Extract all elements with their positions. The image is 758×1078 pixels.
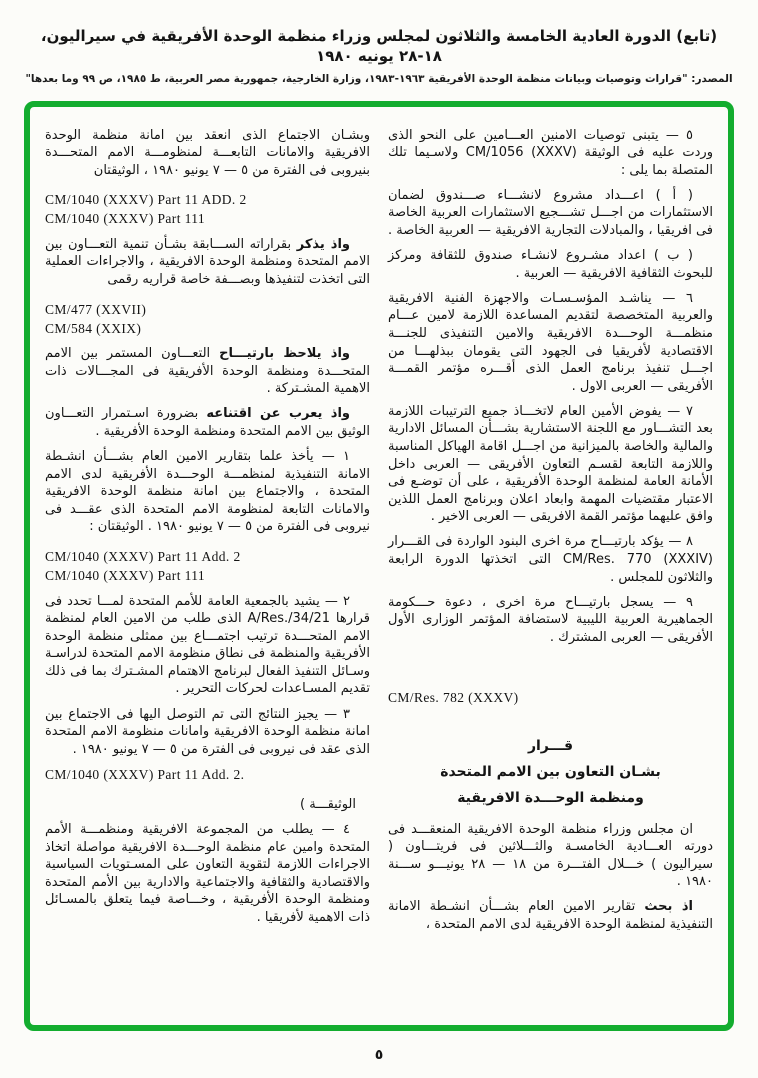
- para-body: التعـــاون المستمر بين الامم المتحـــدة ومنظمة الوحدة الأفريقية فى المجـــالات ذات الاهمية المشـتركة .: [45, 346, 370, 397]
- document-reference: CM/1040 (XXXV) Part 11 Add. 2.: [45, 766, 245, 782]
- para-lead: اذ بحث: [644, 899, 693, 915]
- resolution-reference: CM/Res. 782 (XXXV): [388, 689, 519, 705]
- content-frame: [24, 101, 734, 1031]
- resolution-heading: [388, 733, 713, 811]
- resolution-heading-line-1: قـــرار: [527, 737, 574, 754]
- para-item-a: ( أ ) اعـــداد مشروع لانشـــاء صـــندوق لضمان الاستثمارات من اجـــل تشـــجيع الاستثمارات العربية الخاصة فى افريقيا ، والمبادلات التجارية الافريقية — العربية الخاصة .: [387, 187, 713, 238]
- para-convinced: [45, 405, 370, 440]
- column-right: [388, 119, 713, 1017]
- para-recalling: [45, 236, 370, 289]
- para-item-9: ٩ — يسجل بارتيـــاح مرة اخرى ، دعوة حـــكومة الجماهيرية العربية الليبية لاستضافة المؤتمر الوزارى الأول الأفريقى — العربى المشترك .: [388, 594, 713, 645]
- document-note-fragment: ( الوثيقـــة: [299, 796, 356, 812]
- para-item-5: ٥ — يتبنى توصيات الامنين العـــامين على النحو الذى وردت عليه فى الوثيقة CM/1056 (XXXV) ولاسـيما تلك المتصلة بما يلى :: [388, 127, 713, 178]
- page-footer: [18, 1044, 740, 1063]
- para-noting: [45, 345, 370, 398]
- header-source-line: المصدر: "قرارات وتوصيات وبيانات منظمة الوحدة الأفريقية ١٩٦٣-١٩٨٣، وزارة الخارجية، جمهورية مصر العربية، ط ١٩٨٥، ص ٩٩ وما بعدها": [25, 73, 733, 85]
- header-title: (تابع) الدورة العادية الخامسة والثلاثون لمجلس وزراء منظمة الوحدة الأفريقية في سيراليون، ١٨-٢٨ يونيه ١٩٨٠: [40, 27, 718, 65]
- document-reference: CM/477 (XXVII): [45, 301, 147, 317]
- resolution-heading-line-3: ومنظمة الوحـــدة الافريقية: [457, 789, 644, 806]
- page-header: [18, 26, 740, 86]
- para-item-8: ٨ — يؤكد بارتيـــاح مرة اخرى البنود الواردة فى القـــرار CM/Res. 770 (XXXIV) التى اتخذتها الدورة الرابعة والثلاثون للمجلس .: [388, 534, 713, 585]
- document-reference: CM/1040 (XXXV) Part 111: [45, 568, 206, 583]
- resolution-heading-line-2: بشـان التعاون بين الامم المتحدة: [440, 763, 661, 780]
- document-reference: CM/1040 (XXXV) Part 11 Add. 2: [45, 549, 241, 564]
- column-left: [45, 119, 370, 1017]
- para-lead: واذ يذكر: [296, 236, 350, 252]
- para-continuation: وبشـان الاجتماع الذى انعقد بين امانة منظمة الوحدة الافريقية والامانات التابعـــة لمنظومـــة الامم المتحـــدة بنيروبى فى الفترة من ٥ — ٧ يونيو ١٩٨٠ ، الوثيقتان: [45, 127, 370, 178]
- para-item-7: ٧ — يفوض الأمين العام لاتخـــاذ جميع الترتيبات اللازمة بعد التشـــاور مع اللجنة الاستشارية بشـــأن المسائل الادارية والمالية والخاصة بالميزانية من اجـــل اقامة الهياكل المناسبة واللازمة التابعة لقسـم التعاون الأفريقى — العربى داخل الأمانة العامة لمنظمة الوحدة الأفريقية ، على أن توضـع فى الاعتبار مقتضيات المهمة وابعاد اعلان وبرنامج العمل اللذين وافق عليهما مؤتمر القمة الافريقى — العربى الاخير .: [388, 403, 713, 525]
- para-body: بضرورة اسـتمرار التعـــاون الوثيق بين الامم المتحدة ومنظمة الوحدة الأفريقية .: [45, 406, 370, 439]
- para-item-2: ٢ — يشيد بالجمعية العامة للأمم المتحدة لمـــا تحدد فى قرارها A/Res./34/21 الذى طلب من الامين العام لمنظمة الامم المتحـــدة ترتيب اجتمـــاع بين ممثلى منظمة الوحدة الأفريقية والمنظمة فى نطاق منظومة الامم المتحدة لدراسـة وسـائل التنفيذ الفعال لبرنامج الاهتمام المشـترك بما فى ذلك تقديم المسـاعدات لحركات التحرير .: [45, 593, 370, 697]
- para-item-6: ٦ — يناشـد المؤسـسـات والاجهزة الفنية الافريقية والعربية المتخصصة لتقديم المساعدة اللازمة لامين عـــام منظمـــة الوحـــدة الافريقية والامين التنفيذى للجنـــة الاقتصادية لأفريقيا فى الجهود التى يقومان ببذلهـــا من اجـــل تنفيذ برنامج العمل الذى أقـــره مؤتمر القمـــة الأفريقى — العربى الاول .: [388, 290, 713, 394]
- para-body: تقارير الامين العام بشـــأن انشـطة الامانة التنفيذية لمنظمة الوحدة الافريقية لدى الامم المتحدة ،: [388, 899, 713, 932]
- para-lead: واذ يعرب عن اقتناعه: [206, 406, 350, 422]
- page-number: ٥: [374, 1047, 384, 1063]
- document-reference: CM/584 (XXIX): [45, 320, 142, 336]
- para-lead: واذ يلاحظ بارتيـــاح: [219, 346, 350, 362]
- para-having-examined: [388, 898, 713, 933]
- para-item-b: ( ب ) اعداد مشـروع لانشـاء صندوق للثقافة ومركز للبحوث الثقافية الافريقية — العربية .: [388, 248, 713, 281]
- document-reference: CM/1040 (XXXV) Part 111: [45, 211, 206, 227]
- para-preamble-council: ان مجلس وزراء منظمة الوحدة الافريقية المنعقـــد فى دورته العـــادية الخامسـة والثـــلاثين فى فريتـــاون ( سيراليون ) خـــلال الفتـــرة من ١٨ — ٢٨ يونيـــو ســـنة ١٩٨٠ .: [388, 821, 713, 890]
- para-body: بقراراته الســـابقة بشـأن تنمية التعـــاون بين الامم المتحدة ومنظمة الوحدة الافريقية ، والاجراءات العملية التى اتخذت لتنفيذها وبصـــفة خاصة قراريه رقمى: [45, 236, 370, 287]
- para-item-1: ١ — يأخذ علما بتقارير الامين العام بشـــأن انشـطة الامانة التنفيذية لمنظمـــة الوحـــدة الأفريقية لدى الامم المتحدة ، والاجتماع بين امانة منظمة الوحدة الافريقية والامانات التابعة لمنظومة الامم المتحدة الذى عقـــد فى نيروبى فى الفترة من ٥ — ٧ يونيو ١٩٨٠ . الوثيقتان :: [45, 449, 370, 535]
- document-reference: CM/1040 (XXXV) Part 11 ADD. 2: [45, 192, 247, 208]
- para-item-4: ٤ — يطلب من المجموعة الافريقية ومنظمـــة الأمم المتحدة وامين عام منظمة الوحـــدة الافريقية مواصلة اتخاذ الاجراءات اللازمة لتقوية التعاون على المسـتويات السياسية والاقتصادية والثقافية والاجتماعية والادارية بين الأمم المتحدة ومنظمة الوحدة الأفريقية ، وخـــاصة فيما يتعلق بالمسـائل ذات الاهمية لأفريقيا .: [45, 821, 370, 925]
- para-item-3: ٣ — يجيز النتائج التى تم التوصل اليها فى الاجتماع بين امانة منظمة الوحدة الافريقية وامانات منظومة الامم المتحدة الذى عقد فى نيروبى فى الفترة من ٥ — ٧ يونيو ١٩٨٠ .: [45, 706, 370, 757]
